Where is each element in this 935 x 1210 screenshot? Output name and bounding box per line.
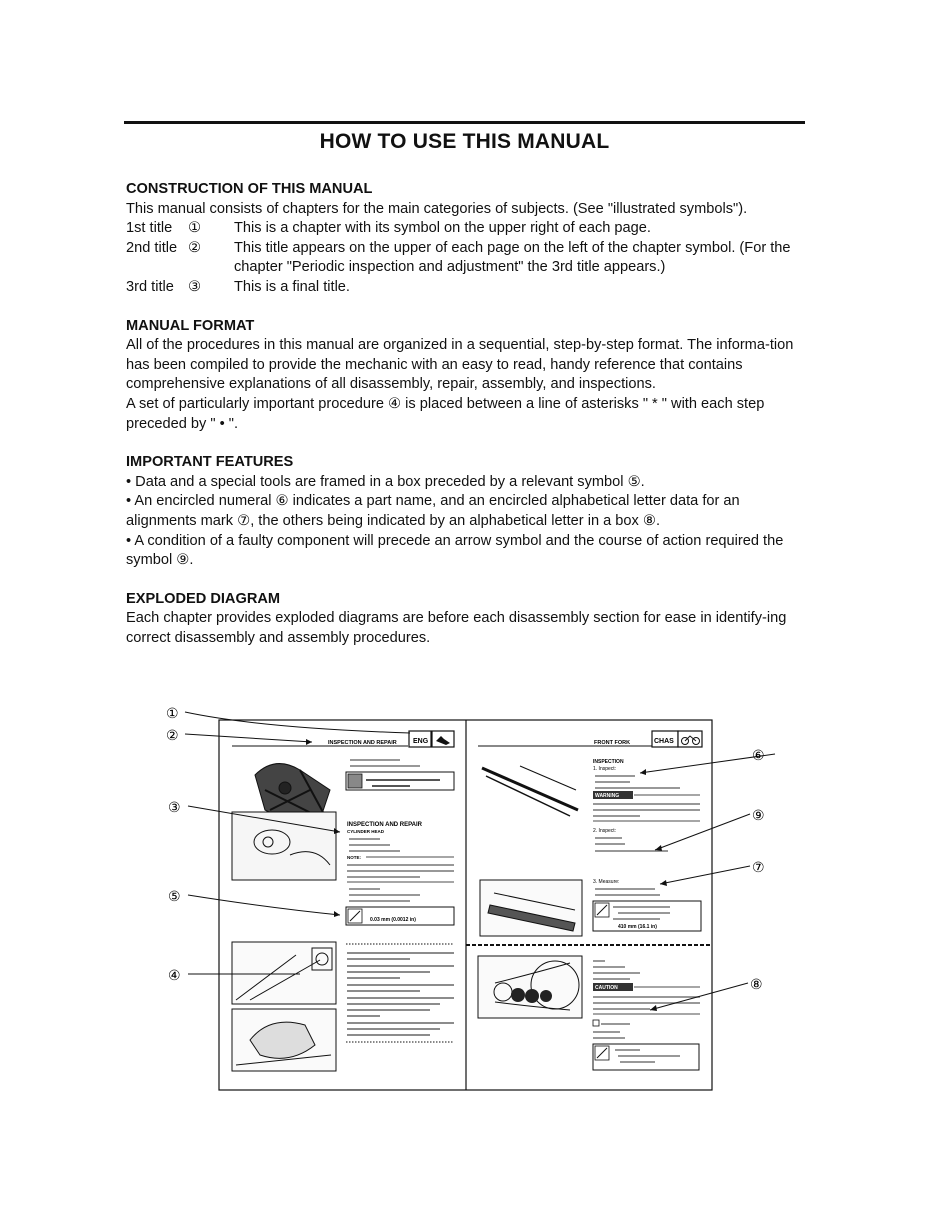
right-spec: 410 mm (16.1 in)	[618, 924, 657, 930]
title-label: 2nd title	[126, 239, 178, 256]
callout-3: ③	[168, 799, 181, 815]
callout-6: ⑥	[752, 747, 765, 763]
callout-5: ⑤	[168, 888, 181, 904]
right-warning: WARNING	[595, 793, 620, 799]
title-symbol: ③	[188, 278, 202, 295]
left-spec: 0.03 mm (0.0012 in)	[370, 917, 416, 923]
callout-7: ⑦	[752, 859, 765, 875]
feature-item: • A condition of a faulty component will precede an arrow symbol and the course of action required the symbol ⑨.	[126, 532, 784, 569]
callout-9: ⑨	[752, 807, 765, 823]
construction-intro: This manual consists of chapters for the main categories of subjects. (See "illustrated symbols").	[126, 200, 748, 217]
page-title: HOW TO USE THIS MANUAL	[319, 130, 610, 153]
left-header: INSPECTION AND REPAIR	[328, 740, 397, 746]
title-text: This is a chapter with its symbol on the upper right of each page.	[234, 220, 651, 237]
eng-symbol: ENG	[413, 738, 429, 745]
feature-item: • Data and a special tools are framed in a box preceded by a relevant symbol ⑤.	[126, 473, 645, 490]
callout-8: ⑧	[750, 976, 763, 992]
callout-4: ④	[168, 967, 181, 983]
right-step-1: 1. Inspect:	[593, 766, 617, 772]
title-text: This title appears on the upper of each page on the left of the chapter symbol. (For the chapter "Periodic inspection and adjustment" the 3rd title appears.)	[234, 239, 791, 276]
callout-2: ②	[166, 727, 179, 743]
callout-1: ①	[166, 705, 179, 721]
right-section-title: INSPECTION	[593, 759, 624, 765]
exploded-diagram-heading: EXPLODED DIAGRAM	[126, 590, 281, 607]
title-symbol: ①	[188, 220, 202, 237]
important-features-heading: IMPORTANT FEATURES	[126, 454, 294, 471]
manual-format-para-1: All of the procedures in this manual are organized in a sequential, step-by-step format. The informa-tion has been compiled to provide the mechanic with an easy to read, handy reference that contains comprehensive explanations of all disassembly, repair, assembly, and inspections.	[126, 337, 794, 393]
chas-symbol: CHAS	[654, 738, 674, 745]
title-text: This is a final title.	[234, 278, 350, 295]
title-label: 1st title	[126, 220, 173, 237]
title-label: 3rd title	[126, 278, 174, 295]
right-header: FRONT FORK	[594, 740, 631, 746]
left-subsection: CYLINDER HEAD	[347, 829, 385, 834]
right-step-2: 2. Inspect:	[593, 828, 617, 834]
right-step-3: 3. Measure:	[593, 879, 620, 885]
fork-tube-sketch	[482, 766, 578, 816]
feature-item: • An encircled numeral ⑥ indicates a part name, and an encircled alphabetical letter data for an alignments mark ⑦, the others being indicated by an alphabetical letter in a box ⑧.	[126, 493, 740, 529]
right-caution: CAUTION	[595, 985, 618, 991]
manual-format-para-2: A set of particularly important procedure ④ is placed between a line of asterisks " * " with each step preceded by " • ".	[126, 395, 765, 432]
title-symbol: ②	[188, 239, 202, 256]
manual-format-heading: MANUAL FORMAT	[126, 317, 255, 334]
measure-photo	[232, 942, 336, 1004]
left-section-title: INSPECTION AND REPAIR	[347, 822, 423, 828]
chain-photo	[478, 956, 582, 1018]
construction-heading: CONSTRUCTION OF THIS MANUAL	[126, 181, 373, 197]
exploded-diagram-text: Each chapter provides exploded diagrams are before each disassembly section for ease in identify-ing correct disassembly and assembly procedures.	[126, 610, 787, 646]
left-note-label: NOTE:	[347, 855, 361, 860]
